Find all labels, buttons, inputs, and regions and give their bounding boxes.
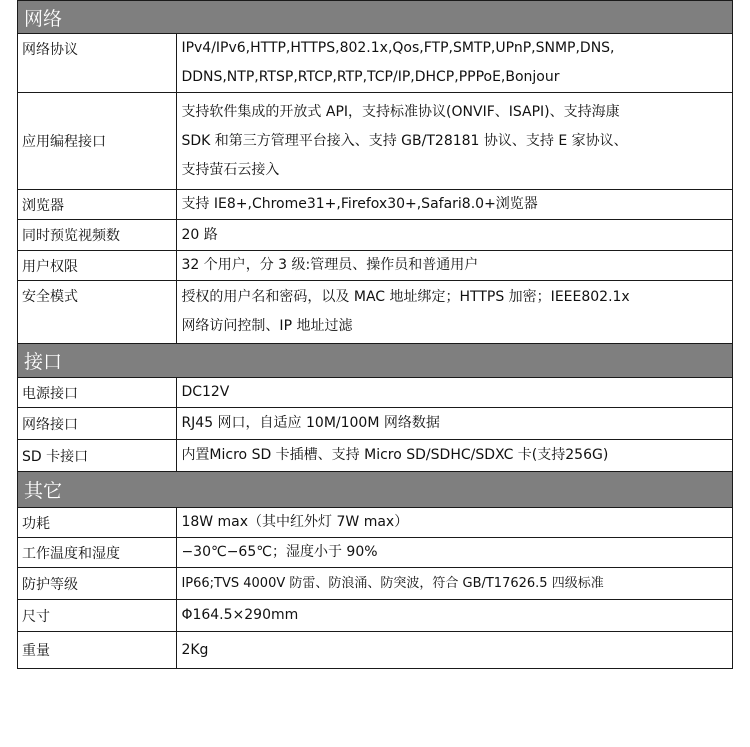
value-line: DC12V xyxy=(181,384,230,400)
row-label: 用户权限 xyxy=(18,251,177,281)
table-row xyxy=(18,190,733,220)
value-line: −30℃−65℃；湿度小于 90% xyxy=(181,544,378,560)
spec-table xyxy=(17,0,733,669)
value-line: 20 路 xyxy=(181,226,218,243)
value-line: 支持萤石云接入 xyxy=(181,161,280,178)
row-value xyxy=(177,251,733,281)
value-line: IPv4/IPv6,HTTP,HTTPS,802.1x,Qos,FTP,SMTP,UPnP,SNMP,DNS, xyxy=(181,40,615,56)
value-line: RJ45 网口，自适应 10M/100M 网络数据 xyxy=(181,415,440,431)
row-label: 浏览器 xyxy=(18,190,177,220)
value-line: 18W max（其中红外灯 7W max） xyxy=(181,514,409,530)
value-line: Φ164.5×290mm xyxy=(181,607,299,623)
row-value xyxy=(177,632,733,669)
row-label: 功耗 xyxy=(18,508,177,538)
row-value xyxy=(177,568,733,600)
table-row xyxy=(18,568,733,600)
table-row xyxy=(18,251,733,281)
table-row xyxy=(18,93,733,190)
row-value xyxy=(177,408,733,440)
table-row xyxy=(18,538,733,568)
row-value xyxy=(177,538,733,568)
section-header-network xyxy=(18,1,733,34)
row-label: 同时预览视频数 xyxy=(18,220,177,251)
value-line: 支持 IE8+,Chrome31+,Firefox30+,Safari8.0+浏览器 xyxy=(181,196,538,212)
value-line: SDK 和第三方管理平台接入、支持 GB/T28181 协议、支持 E 家协议、 xyxy=(181,132,628,149)
row-value xyxy=(177,378,733,408)
row-label: 安全模式 xyxy=(18,281,177,344)
table-row xyxy=(18,632,733,669)
table-row xyxy=(18,220,733,251)
row-label: 电源接口 xyxy=(18,378,177,408)
table-row xyxy=(18,34,733,93)
value-line: 网络访问控制、IP 地址过滤 xyxy=(181,318,353,334)
row-value xyxy=(177,508,733,538)
row-label: 工作温度和湿度 xyxy=(18,538,177,568)
row-value xyxy=(177,190,733,220)
table-row xyxy=(18,508,733,538)
row-label: 网络协议 xyxy=(18,34,177,93)
value-line: 内置Micro SD 卡插槽、支持 Micro SD/SDHC/SDXC 卡(支持256G) xyxy=(181,447,609,463)
row-label: 尺寸 xyxy=(18,600,177,632)
row-value xyxy=(177,600,733,632)
table-row xyxy=(18,600,733,632)
row-label: 网络接口 xyxy=(18,408,177,440)
row-value xyxy=(177,34,733,93)
row-value xyxy=(177,93,733,190)
table-row xyxy=(18,281,733,344)
value-line: 支持软件集成的开放式 API，支持标准协议(ONVIF、ISAPI)、支持海康 xyxy=(181,103,620,120)
section-header-other xyxy=(18,472,733,508)
table-row xyxy=(18,440,733,472)
table-row xyxy=(18,378,733,408)
value-line: IP66;TVS 4000V 防雷、防浪涌、防突波，符合 GB/T17626.5 四级标准 xyxy=(181,576,604,591)
row-value xyxy=(177,440,733,472)
row-label: 防护等级 xyxy=(18,568,177,600)
row-label: SD 卡接口 xyxy=(18,440,177,472)
section-title: 网络 xyxy=(18,1,733,34)
row-label: 重量 xyxy=(18,632,177,669)
value-line: 2Kg xyxy=(181,641,209,658)
section-title: 接口 xyxy=(18,344,733,378)
table-row xyxy=(18,408,733,440)
row-label: 应用编程接口 xyxy=(18,93,177,190)
spec-table-body xyxy=(18,1,733,669)
section-header-interface xyxy=(18,344,733,378)
value-line: 授权的用户名和密码，以及 MAC 地址绑定；HTTPS 加密；IEEE802.1x xyxy=(181,289,630,305)
value-line: 32 个用户，分 3 级:管理员、操作员和普通用户 xyxy=(181,257,479,273)
row-value xyxy=(177,220,733,251)
value-line: DDNS,NTP,RTSP,RTCP,RTP,TCP/IP,DHCP,PPPoE,Bonjour xyxy=(181,69,560,85)
row-value xyxy=(177,281,733,344)
section-title: 其它 xyxy=(18,472,733,508)
